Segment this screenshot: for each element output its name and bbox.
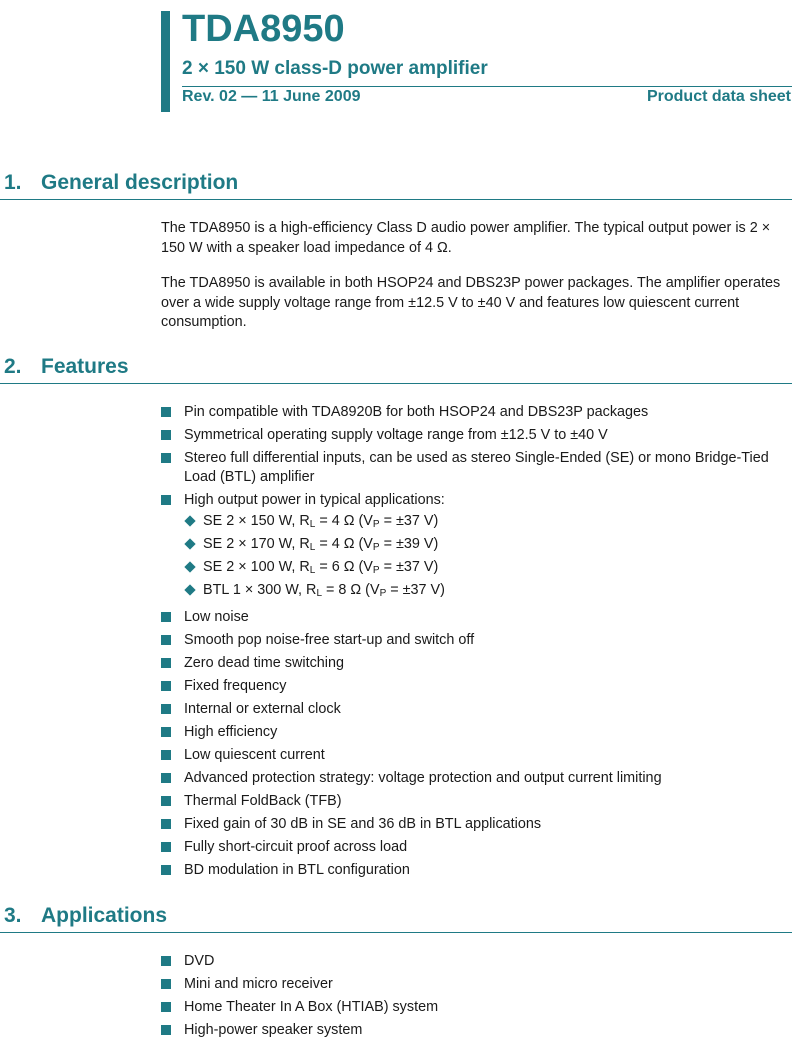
section-title: General description bbox=[41, 171, 239, 194]
list-item: Mini and micro receiver bbox=[161, 975, 791, 994]
sub-list-item: BTL 1 × 300 W, $R_L = 8$ Ω ($V_P = \pm 37$ V) bbox=[184, 581, 791, 600]
square-bullet-icon bbox=[161, 979, 171, 989]
diamond-bullet-icon bbox=[184, 538, 195, 549]
square-bullet-icon bbox=[161, 773, 171, 783]
list-item-text: High output power in typical applications: bbox=[184, 492, 445, 508]
diamond-bullet-icon bbox=[184, 515, 195, 526]
square-bullet-icon bbox=[161, 681, 171, 691]
square-bullet-icon bbox=[161, 796, 171, 806]
section-number: 2. bbox=[4, 355, 22, 378]
list-item: DVD bbox=[161, 952, 791, 971]
square-bullet-icon bbox=[161, 407, 171, 417]
section-number: 3. bbox=[4, 904, 22, 927]
list-item: Home Theater In A Box (HTIAB) system bbox=[161, 998, 791, 1017]
square-bullet-icon bbox=[161, 750, 171, 760]
square-bullet-icon bbox=[161, 658, 171, 668]
list-item: Fixed frequency bbox=[161, 677, 791, 696]
section-number: 1. bbox=[4, 171, 22, 194]
document-title: TDA8950 bbox=[182, 8, 345, 50]
header-accent-bar bbox=[161, 11, 170, 112]
sub-list-item: SE 2 × 100 W, $R_L = 6$ Ω ($V_P = \pm 37$ V) bbox=[184, 558, 791, 577]
section-general-heading bbox=[4, 171, 238, 195]
square-bullet-icon bbox=[161, 727, 171, 737]
square-bullet-icon bbox=[161, 612, 171, 622]
header-divider bbox=[182, 86, 792, 87]
list-item: Symmetrical operating supply voltage range from ±12.5 V to ±40 V bbox=[161, 426, 791, 445]
list-item: High-power speaker system bbox=[161, 1021, 791, 1040]
diamond-bullet-icon bbox=[184, 561, 195, 572]
sub-list bbox=[184, 512, 791, 600]
list-item: BD modulation in BTL configuration bbox=[161, 861, 791, 880]
sub-list-item: SE 2 × 170 W, $R_L = 4$ Ω ($V_P = \pm 39$ V) bbox=[184, 535, 791, 554]
list-item: Pin compatible with TDA8920B for both HSOP24 and DBS23P packages bbox=[161, 403, 791, 422]
sub-list-item: SE 2 × 150 W, $R_L = 4$ Ω ($V_P = \pm 37$ V) bbox=[184, 512, 791, 531]
section-title: Features bbox=[41, 355, 129, 378]
square-bullet-icon bbox=[161, 1002, 171, 1012]
list-item: High efficiency bbox=[161, 723, 791, 742]
list-item: Internal or external clock bbox=[161, 700, 791, 719]
list-item: Low quiescent current bbox=[161, 746, 791, 765]
list-item bbox=[161, 491, 791, 604]
square-bullet-icon bbox=[161, 495, 171, 505]
section-applications-heading bbox=[4, 904, 167, 928]
square-bullet-icon bbox=[161, 956, 171, 966]
paragraph: The TDA8950 is available in both HSOP24 and DBS23P power packages. The amplifier operates over a wide supply voltage range from ±12.5 V to ±40 V and features low quiescent current consumption. bbox=[161, 275, 781, 330]
revision-date: Rev. 02 — 11 June 2009 bbox=[182, 88, 361, 105]
diamond-bullet-icon bbox=[184, 584, 195, 595]
square-bullet-icon bbox=[161, 865, 171, 875]
list-item: Smooth pop noise-free start-up and switch off bbox=[161, 631, 791, 650]
list-item: Stereo full differential inputs, can be used as stereo Single-Ended (SE) or mono Bridge-Tied Load (BTL) amplifier bbox=[161, 449, 791, 487]
section-divider bbox=[0, 199, 792, 200]
applications-list bbox=[161, 952, 791, 1044]
section-divider bbox=[0, 383, 792, 384]
square-bullet-icon bbox=[161, 1025, 171, 1035]
document-subtitle: 2 × 150 W class-D power amplifier bbox=[182, 58, 488, 79]
square-bullet-icon bbox=[161, 842, 171, 852]
features-list bbox=[161, 403, 791, 884]
square-bullet-icon bbox=[161, 635, 171, 645]
list-item: Thermal FoldBack (TFB) bbox=[161, 792, 791, 811]
list-item: Zero dead time switching bbox=[161, 654, 791, 673]
square-bullet-icon bbox=[161, 819, 171, 829]
paragraph: The TDA8950 is a high-efficiency Class D audio power amplifier. The typical output power is 2 × 150 W with a speaker load impedance of 4 Ω. bbox=[161, 220, 771, 256]
section-divider bbox=[0, 932, 792, 933]
section-title: Applications bbox=[41, 904, 168, 927]
list-item: Fixed gain of 30 dB in SE and 36 dB in BTL applications bbox=[161, 815, 791, 834]
square-bullet-icon bbox=[161, 453, 171, 463]
square-bullet-icon bbox=[161, 430, 171, 440]
square-bullet-icon bbox=[161, 704, 171, 714]
list-item: Low noise bbox=[161, 608, 791, 627]
section-features-heading bbox=[4, 355, 129, 379]
list-item: Advanced protection strategy: voltage protection and output current limiting bbox=[161, 769, 791, 788]
document-type: Product data sheet bbox=[646, 88, 791, 105]
list-item: Fully short-circuit proof across load bbox=[161, 838, 791, 857]
